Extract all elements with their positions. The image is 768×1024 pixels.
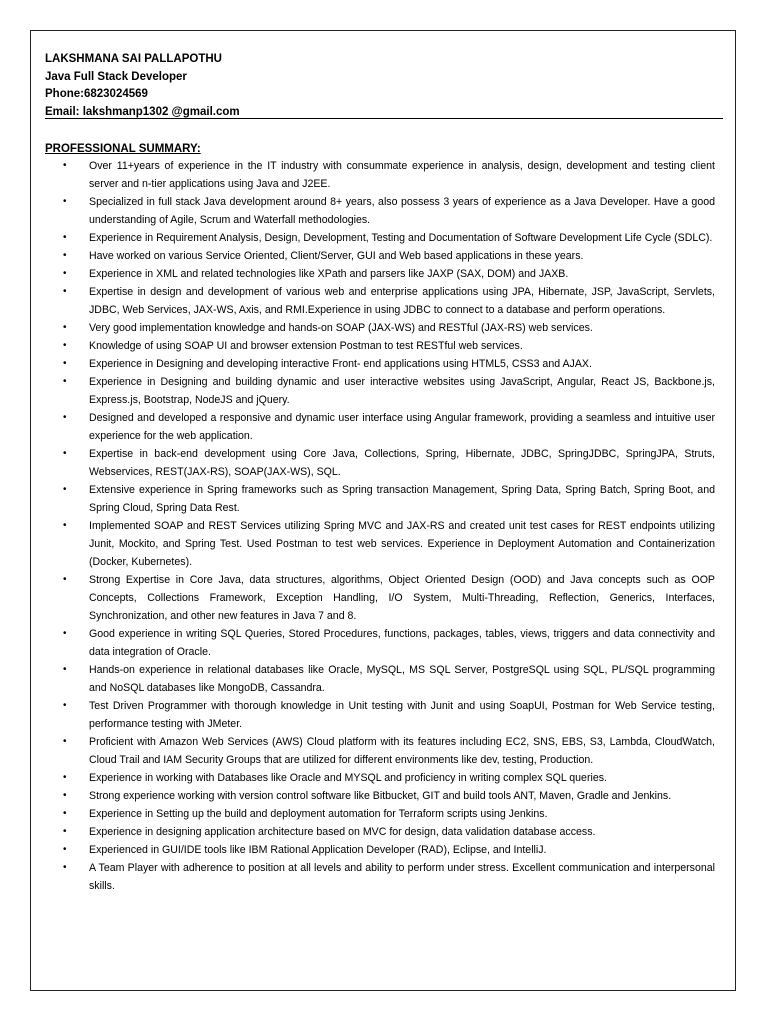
summary-list-item bbox=[45, 571, 715, 625]
bullet-point-icon: • bbox=[63, 574, 67, 585]
summary-list-item bbox=[45, 769, 715, 787]
bullet-point-icon: • bbox=[63, 808, 67, 819]
bullet-point-icon: • bbox=[63, 412, 67, 423]
summary-list-item bbox=[45, 445, 715, 481]
summary-list-item bbox=[45, 517, 715, 571]
bullet-point-icon: • bbox=[63, 250, 67, 261]
summary-item-text: Expertise in back-end development using Core Java, Collections, Spring, Hibernate, JDBC, SpringJDBC, SpringJPA, Struts, Webservices, REST(JAX-RS), SOAP(JAX-WS), SQL. bbox=[89, 448, 715, 478]
summary-list-item bbox=[45, 625, 715, 661]
header-divider bbox=[45, 118, 723, 119]
bullet-point-icon: • bbox=[63, 664, 67, 675]
summary-item-text: Experience in working with Databases like Oracle and MYSQL and proficiency in writing complex SQL queries. bbox=[89, 772, 607, 784]
bullet-point-icon: • bbox=[63, 160, 67, 171]
summary-list-item bbox=[45, 283, 715, 319]
bullet-point-icon: • bbox=[63, 844, 67, 855]
summary-item-text: Strong experience working with version control software like Bitbucket, GIT and build tools ANT, Maven, Gradle and Jenkins. bbox=[89, 790, 672, 802]
summary-item-text: Proficient with Amazon Web Services (AWS) Cloud platform with its features including EC2, SNS, EBS, S3, Lambda, CloudWatch, Cloud Trail and IAM Security Groups that are utilized for different environments like dev, testing, Production. bbox=[89, 736, 715, 766]
bullet-point-icon: • bbox=[63, 736, 67, 747]
summary-item-text: Extensive experience in Spring frameworks such as Spring transaction Management, Spring Data, Spring Batch, Spring Boot, and Spring Cloud, Spring Data Rest. bbox=[89, 484, 715, 514]
summary-item-text: A Team Player with adherence to position at all levels and ability to perform under stress. Excellent communication and interpersonal skills. bbox=[89, 862, 715, 892]
summary-item-text: Experience in Designing and building dynamic and user interactive websites using JavaScript, Angular, React JS, Backbone.js, Express.js, Bootstrap, NodeJS and jQuery. bbox=[89, 376, 715, 406]
summary-item-text: Strong Expertise in Core Java, data structures, algorithms, Object Oriented Design (OOD) and Java concepts such as OOP Concepts, Collections Framework, Exception Handling, I/O System, Multi-Threading, Reflection, Generics, Interfaces, Synchronization, and other new features in Java 7 and 8. bbox=[89, 574, 715, 622]
summary-list-item bbox=[45, 481, 715, 517]
summary-item-text: Hands-on experience in relational databases like Oracle, MySQL, MS SQL Server, PostgreSQL using SQL, PL/SQL programming and NoSQL databases like MongoDB, Cassandra. bbox=[89, 664, 715, 694]
phone-number: Phone:6823024569 bbox=[45, 88, 148, 100]
bullet-point-icon: • bbox=[63, 340, 67, 351]
summary-item-text: Experience in XML and related technologies like XPath and parsers like JAXP (SAX, DOM) and JAXB. bbox=[89, 268, 569, 280]
summary-bullet-list bbox=[45, 157, 715, 895]
summary-list-item bbox=[45, 247, 715, 265]
summary-item-text: Experience in designing application architecture based on MVC for design, data validation database access. bbox=[89, 826, 596, 838]
bullet-point-icon: • bbox=[63, 322, 67, 333]
bullet-point-icon: • bbox=[63, 826, 67, 837]
summary-list-item bbox=[45, 157, 715, 193]
section-heading-professional-summary: PROFESSIONAL SUMMARY: bbox=[45, 143, 201, 155]
summary-item-text: Expertise in design and development of various web and enterprise applications using JPA, Hibernate, JSP, JavaScript, Servlets, JDBC, Web Services, JAX-WS, Axis, and RMI.Experience in using JDBC to connect to a database and perform operations. bbox=[89, 286, 715, 316]
job-title: Java Full Stack Developer bbox=[45, 70, 187, 83]
summary-item-text: Designed and developed a responsive and dynamic user interface using Angular framework, providing a seamless and intuitive user experience for the web application. bbox=[89, 412, 715, 442]
bullet-point-icon: • bbox=[63, 628, 67, 639]
bullet-point-icon: • bbox=[63, 790, 67, 801]
summary-list-item bbox=[45, 373, 715, 409]
summary-item-text: Implemented SOAP and REST Services utilizing Spring MVC and JAX-RS and created unit test cases for REST endpoints utilizing Junit, Mockito, and Spring Test. Used Postman to test web services. Experience in Deployment Automation and Containerization (Docker, Kubernetes). bbox=[89, 520, 715, 568]
summary-list-item bbox=[45, 859, 715, 895]
bullet-point-icon: • bbox=[63, 448, 67, 459]
summary-item-text: Experienced in GUI/IDE tools like IBM Rational Application Developer (RAD), Eclipse, and IntelliJ. bbox=[89, 844, 547, 856]
summary-list-item bbox=[45, 265, 715, 283]
summary-list-item bbox=[45, 355, 715, 373]
summary-list-item bbox=[45, 787, 715, 805]
summary-list-item bbox=[45, 823, 715, 841]
summary-item-text: Specialized in full stack Java development around 8+ years, also possess 3 years of experience as a Java Developer. Have a good understanding of Agile, Scrum and Waterfall methodologies. bbox=[89, 196, 715, 226]
summary-item-text: Experience in Requirement Analysis, Design, Development, Testing and Documentation of Software Development Life Cycle (SDLC). bbox=[89, 232, 713, 244]
summary-list-item bbox=[45, 733, 715, 769]
summary-list-item bbox=[45, 841, 715, 859]
candidate-name: LAKSHMANA SAI PALLAPOTHU bbox=[45, 53, 222, 65]
summary-item-text: Very good implementation knowledge and hands-on SOAP (JAX-WS) and RESTful (JAX-RS) web services. bbox=[89, 322, 593, 334]
bullet-point-icon: • bbox=[63, 772, 67, 783]
bullet-point-icon: • bbox=[63, 268, 67, 279]
summary-list-item bbox=[45, 193, 715, 229]
summary-item-text: Experience in Designing and developing interactive Front- end applications using HTML5, CSS3 and AJAX. bbox=[89, 358, 592, 370]
summary-item-text: Experience in Setting up the build and deployment automation for Terraform scripts using Jenkins. bbox=[89, 808, 548, 820]
bullet-point-icon: • bbox=[63, 862, 67, 873]
summary-item-text: Have worked on various Service Oriented, Client/Server, GUI and Web based applications in these years. bbox=[89, 250, 584, 262]
summary-list-item bbox=[45, 319, 715, 337]
summary-list-item bbox=[45, 697, 715, 733]
summary-item-text: Test Driven Programmer with thorough knowledge in Unit testing with Junit and using SoapUI, Postman for Web Service testing, performance testing with JMeter. bbox=[89, 700, 715, 730]
summary-item-text: Knowledge of using SOAP UI and browser extension Postman to test RESTful web services. bbox=[89, 340, 523, 352]
summary-list-item bbox=[45, 229, 715, 247]
summary-list-item bbox=[45, 661, 715, 697]
summary-list-item bbox=[45, 337, 715, 355]
resume-page bbox=[30, 30, 736, 991]
summary-list-item bbox=[45, 409, 715, 445]
email-address: Email: lakshmanp1302 @gmail.com bbox=[45, 105, 240, 118]
contact-header bbox=[45, 51, 723, 121]
bullet-point-icon: • bbox=[63, 700, 67, 711]
bullet-point-icon: • bbox=[63, 520, 67, 531]
bullet-point-icon: • bbox=[63, 358, 67, 369]
bullet-point-icon: • bbox=[63, 286, 67, 297]
bullet-point-icon: • bbox=[63, 232, 67, 243]
bullet-point-icon: • bbox=[63, 484, 67, 495]
bullet-point-icon: • bbox=[63, 376, 67, 387]
summary-item-text: Over 11+years of experience in the IT industry with consummate experience in analysis, design, development and testing client server and n-tier applications using Java and J2EE. bbox=[89, 160, 715, 190]
summary-item-text: Good experience in writing SQL Queries, Stored Procedures, functions, packages, tables, views, triggers and data connectivity and data integration of Oracle. bbox=[89, 628, 715, 658]
summary-list-item bbox=[45, 805, 715, 823]
bullet-point-icon: • bbox=[63, 196, 67, 207]
